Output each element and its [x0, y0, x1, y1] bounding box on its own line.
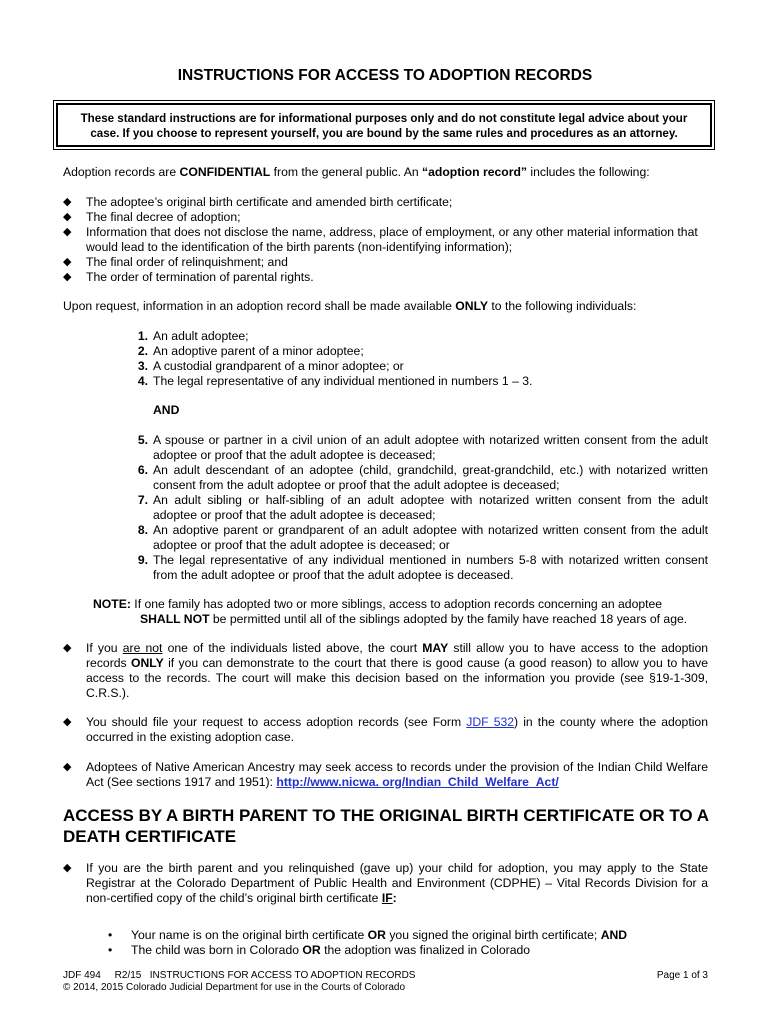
footer-copyright: © 2014, 2015 Colorado Judicial Department for use in the Courts of Colorado: [63, 982, 406, 993]
diamond-bullet-icon: ◆: [63, 716, 72, 728]
jdf-532-link[interactable]: JDF 532: [466, 715, 515, 729]
list-item: 2. An adoptive parent of a minor adoptee;: [137, 344, 364, 358]
native-american-paragraph: ◆ Adoptees of Native American Ancestry may seek access to records under the provision of the Indian Child Welfare Act (See sections 1917 and 1951): http://www.nicwa. org/Indian_Child_Welfare_Act/: [63, 760, 708, 789]
diamond-bullet-icon: ◆: [63, 211, 72, 223]
bullet-dot-icon: •: [108, 928, 113, 942]
list-item: 9. The legal representative of any individual mentioned in numbers 5-8 with notarized written consent from the adult adoptee or proof that the adult adoptee is deceased.: [137, 553, 708, 582]
list-item: ◆ The final decree of adoption;: [63, 210, 241, 224]
list-item: • The child was born in Colorado OR the adoption was finalized in Colorado: [108, 943, 531, 957]
diamond-bullet-icon: ◆: [63, 196, 72, 208]
siblings-note: NOTE: If one family has adopted two or more siblings, access to adoption records concerning an adoptee SHALL NOT be permitted until all of the siblings adopted by the family have reached 18 years of age.: [93, 597, 688, 626]
list-item: ◆ The adoptee’s original birth certificate and amended birth certificate;: [63, 195, 453, 209]
list-item: 3. A custodial grandparent of a minor adoptee; or: [137, 359, 404, 373]
note-label: NOTE:: [93, 597, 131, 611]
page-footer: [63, 970, 708, 994]
disclaimer-line-1: These standard instructions are for informational purposes only and do not constitute legal advice about your: [80, 112, 688, 125]
list-item: 1. An adult adoptee;: [137, 329, 249, 343]
diamond-bullet-icon: ◆: [63, 761, 72, 773]
record-items-list: [63, 195, 708, 285]
and-label: AND: [153, 403, 180, 417]
individuals-list-1: [128, 329, 708, 389]
bullet-dot-icon: •: [108, 943, 113, 957]
list-item: ◆ The final order of relinquishment; and: [63, 255, 288, 269]
disclaimer-line-2: case. If you choose to represent yourself, you are bound by the same rules and procedures as an attorney.: [90, 127, 678, 140]
diamond-bullet-icon: ◆: [63, 271, 72, 283]
court-paragraph: ◆ If you are not one of the individuals listed above, the court MAY still allow you to have access to the adoption records ONLY if you can demonstrate to the court that there is good cause (a good reason) to allow you to have access to the records. The court will make this decision based on the information you provide (see §19-1-309, C.R.S.).: [63, 641, 709, 700]
diamond-bullet-icon: ◆: [63, 256, 72, 268]
list-item: • Your name is on the original birth certificate OR you signed the original birth certificate; AND: [108, 928, 628, 942]
list-item: 4. The legal representative of any individual mentioned in numbers 1 – 3.: [137, 374, 533, 388]
diamond-bullet-icon: ◆: [63, 642, 72, 654]
page-number: Page 1 of 3: [656, 970, 708, 981]
birth-parent-paragraph: ◆ If you are the birth parent and you relinquished (gave up) your child for adoption, you may apply to the State Registrar at the Colorado Department of Public Health and Environment (CDPHE) – Vital Records Division for a non-certified copy of the child’s original birth certificate IF:: [63, 861, 708, 905]
file-request-paragraph: ◆ You should file your request to access adoption records (see Form JDF 532) in the county where the adoption occurred in the existing adoption case.: [63, 715, 708, 744]
nicwa-link[interactable]: http://www.nicwa. org/Indian_Child_Welfare_Act/: [276, 775, 559, 789]
list-item: 6. An adult descendant of an adoptee (child, grandchild, great-grandchild, etc.) with notarized written consent from the adult adoptee or proof that the adult adoptee is deceased;: [137, 463, 708, 492]
list-item: ◆ Information that does not disclose the name, address, place of employment, or any other material information that would lead to the identification of the birth parents (non-identifying information);: [63, 225, 698, 254]
page-title: INSTRUCTIONS FOR ACCESS TO ADOPTION RECORDS: [177, 67, 593, 84]
diamond-bullet-icon: ◆: [63, 862, 72, 874]
section-heading: ACCESS BY A BIRTH PARENT TO THE ORIGINAL BIRTH CERTIFICATE OR TO A DEATH CERTIFICATE: [63, 806, 709, 846]
list-item: ◆ The order of termination of parental rights.: [63, 270, 314, 284]
individuals-list-2: [128, 433, 708, 583]
disclaimer-box: [56, 103, 712, 147]
list-item: 5. A spouse or partner in a civil union of an adult adoptee with notarized written consent from the adult adoptee or proof that the adult adoptee is deceased;: [137, 433, 708, 462]
birth-conditions-list: [106, 928, 706, 958]
request-paragraph: Upon request, information in an adoption record shall be made available ONLY to the following individuals:: [63, 299, 637, 313]
footer-form-id: JDF 494 R2/15 INSTRUCTIONS FOR ACCESS TO ADOPTION RECORDS: [63, 970, 416, 981]
list-item: 8. An adoptive parent or grandparent of an adult adoptee with notarized written consent from the adult adoptee or proof that the adult adoptee is deceased; or: [137, 523, 708, 552]
intro-paragraph: Adoption records are CONFIDENTIAL from the general public. An “adoption record” includes the following:: [63, 165, 650, 179]
diamond-bullet-icon: ◆: [63, 226, 72, 238]
list-item: 7. An adult sibling or half-sibling of an adult adoptee with notarized written consent from the adult adoptee or proof that the adult adoptee is deceased;: [137, 493, 708, 522]
